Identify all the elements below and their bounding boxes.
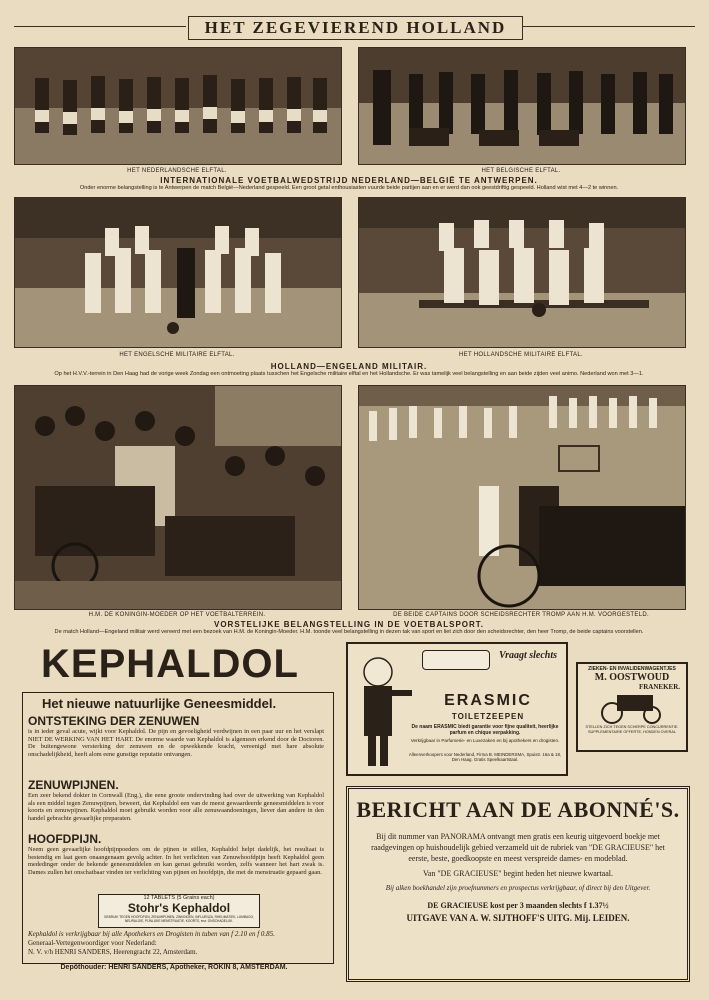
abonnes-paragraph2: Van "DE GRACIEUSE" begint heden het nieuwe kwartaal. <box>422 869 614 878</box>
crowd-photo-illustration <box>15 386 341 609</box>
body-royal-interest: De match Holland—Engeland militair werd vereerd met een bezoek van H.M. de Koningin-Moeder. H.M. toonde veel belangstelling in dezen tak van sport en liet zich door den scheidsrechter, den heer Tromp, de beide captains voorstellen. <box>54 629 644 635</box>
body-nl-belgium: Onder enorme belangstelling is te Antwerpen de match België—Nederland gespeeld. Een groot getal enthousiasten vuurde beide partijen aan en er werd dan ook geestdriftig gespeeld. Holland wist met 4—2 te winnen. <box>79 185 619 191</box>
page-title: HET ZEGEVIEREND HOLLAND <box>188 16 523 40</box>
kephaldol-agent-label: Generaal-Vertegenwoordiger voor Nederland: <box>28 939 157 947</box>
photo-english-military-team <box>14 197 342 348</box>
team-photo-illustration <box>15 198 341 347</box>
abonnes-publisher: UITGAVE VAN A. W. SIJTHOFF'S UITG. Mij. LEIDEN. <box>406 913 630 923</box>
photo-dutch-team <box>14 47 342 165</box>
caption-queen-mother: H.M. DE KONINGIN-MOEDER OP HET VOETBALTERREIN. <box>88 612 266 618</box>
caption-dutch-military-team: HET HOLLANDSCHE MILITAIRE ELFTAL. <box>459 352 583 358</box>
field-photo-illustration <box>359 386 685 609</box>
abonnes-title: BERICHT AAN DE ABONNÉ'S. <box>356 797 680 822</box>
oostwoud-ad <box>576 662 688 752</box>
abonnes-price: DE GRACIEUSE kost per 3 maanden slechts f 1.37½ <box>427 901 609 910</box>
photo-belgian-team <box>358 47 686 165</box>
kephaldol-agent: N. V. v/h HENRI SANDERS, Heerengracht 22, Amsterdam. <box>28 948 198 956</box>
masthead-rule-left <box>14 26 186 27</box>
caption-captains: DE BEIDE CAPTAINS DOOR SCHEIDSRECHTER TROMP AAN H.M. VOORGESTELD. <box>393 612 649 618</box>
photo-captains-presented <box>358 385 686 610</box>
kephaldol-tagline: Het nieuwe natuurlijke Geneesmiddel. <box>42 696 277 711</box>
headline-nl-belgium: INTERNATIONALE VOETBALWEDSTRIJD NEDERLAND—BELGIË TE ANTWERPEN. <box>160 176 538 185</box>
caption-english-military-team: HET ENGELSCHE MILITAIRE ELFTAL. <box>119 352 235 358</box>
erasmic-brand: ERASMIC <box>444 692 532 709</box>
kephaldol-ad <box>12 642 328 962</box>
headline-holland-england: HOLLAND—ENGELAND MILITAIR. <box>270 362 428 371</box>
team-photo-illustration <box>359 198 685 347</box>
team-photo-illustration <box>15 48 341 164</box>
kephaldol-heading-hoofdpijn: HOOFDPIJN. <box>28 832 102 846</box>
kephaldol-brand: KEPHALDOL <box>41 642 299 686</box>
abonnes-paragraph1: Bij dit nummer van PANORAMA ontvangt men gratis een keurig uitgevoerd boekje met raadgevingen op huishoudelijk gebied verzameld uit de rubriek van "DE GRACIEUSE" het eerste, beste, goedkoopste en meest verspreide dames- en modeblad. <box>371 832 665 863</box>
headline-royal-interest: VORSTELIJKE BELANGSTELLING IN DE VOETBALSPORT. <box>213 620 485 629</box>
kephaldol-heading-zenuwen: ONTSTEKING DER ZENUWEN <box>28 714 200 728</box>
kephaldol-depot: Depôthouder: HENRI SANDERS, Apotheker, ROKIN 8, AMSTERDAM. <box>60 964 288 971</box>
photo-dutch-military-team <box>358 197 686 348</box>
oostwoud-footer2: SUPPLEMENTAIRE OFFERTE, HONDEN OVERAL <box>587 729 677 734</box>
erasmic-line2: Verkrijgbaar in Parfumerie- en Luxezaken en bij apothekers en drogisten. <box>410 738 560 743</box>
caption-dutch-team: HET NEDERLANDSCHE ELFTAL. <box>127 168 227 174</box>
oostwoud-footer1: STELLEN ZICH TEGEN SCHERPE CONCURRENTIE. <box>585 725 679 729</box>
masthead-rule-right <box>523 26 695 27</box>
oostwoud-brand: M. OOSTWOUD <box>594 672 670 683</box>
erasmic-line1: De naam ERASMIC biedt garantie voor fijne qualiteit, heerlijke parfum en chique verpakking. <box>411 724 559 736</box>
kephaldol-heading-zenuwpijnen: ZENUWPIJNEN. <box>28 778 119 792</box>
kephaldol-text-zenuwpijnen: Een zeer bekend dokter in Cornwall (Eng.), die eene groote ondervinding had over de uitwerking van Kephaldol als een middel tegen Zenuwpijnen, beweert, dat Kephaldol een van de meest gewaardeerde geneesmiddelen is voor koorts en zenuwpijnen. Kephaldol moet gebruikt worden voor alle zenuwaandoeningen, liever dan andere in den handel gebrachte gevaarlijke preparaten. <box>28 792 324 822</box>
kephaldol-price: Kephaldol is verkrijgbaar bij alle Apothekers en Drogisten in tuben van f 2.10 en f 0.85. <box>28 930 275 938</box>
kephaldol-text-zenuwen: is in ieder geval acute, wijkt voor Kephaldol. De pijn en gevoeligheid verdwijnen in een paar uur en het verslapt NIET DE WERKING VAN HET HART. De enorme waarde van Kephaldol is algemeen erkend door de Doctoren. De buitengewone versterking der zenuwen en de opwekkende kracht, vereenigd met hare absolute onschadelijkheid, heeft alom eene gunstige reputatie ontvangen. <box>28 728 324 758</box>
team-photo-illustration <box>359 48 685 164</box>
erasmic-vraagt-slechts: Vraagt slechts <box>498 650 558 661</box>
kephaldol-package-line3: GEBRUIK TEGEN HOOFDPIJN, ZENUWPIJNEN, ZINKINGEN, INFLUENZA, RHEUMATIEK, LUMBAGO, NEURALGIE, PIJNLIJKE MENSTRUATIE, KOORTS, enz. ONSCHADELIJK. <box>104 915 254 923</box>
caption-belgian-team: HET BELGISCHE ELFTAL. <box>481 168 561 174</box>
photo-queen-mother-at-field <box>14 385 342 610</box>
kephaldol-text-hoofdpijn: Neem geen gevaarlijke hoofdpijnpoeders om de pijnen te stillen, Kephaldol helpt dadelijk, het resultaat is bestendig en laat geen onaangenaam gevolg achter. In het verlichten van Zenuwhoofdpijn heeft Kephaldol geen mededinger onder de bekende geneesmiddelen en kan gerust gebruikt worden, zelfs wanneer het hart zwak is. Dames zullen het onschatbaar vinden ter verlichting van pijnen en hoofdpijn, die met de menstruatie gepaard gaan. <box>28 846 324 876</box>
kephaldol-package-image <box>98 894 260 928</box>
kephaldol-package-line1: 12 TABLETS (5 Grains each) <box>143 895 215 901</box>
erasmic-ad <box>346 642 568 776</box>
erasmic-line3: Alleenverkoopers voor Nederland, Firma B. MEINDERSMA, Spuistr. 16a & 18, Den Haag. Gratis Speelkaartstaal. <box>408 752 562 763</box>
body-holland-england: Op het H.V.V.-terrein in Den Haag had de vorige week Zondag een ontmoeting plaats tusschen het Engelsche militaire elftal en het Hollandsche. Er was tamelijk veel belangstelling en aan beide zijden veel animo. Nederland won met 3—1. <box>54 371 644 377</box>
bellboy-illustration <box>354 650 414 768</box>
kephaldol-package-line2: Stohr's Kephaldol <box>127 901 231 915</box>
erasmic-sub: TOILETZEEPEN <box>451 712 525 721</box>
erasmic-soap-tray <box>422 650 490 670</box>
oostwoud-city: FRANEKER. <box>638 683 680 691</box>
abonnes-paragraph3: Bij alken boekhandel zijn proefnummers en prospectus verkrijgbaar, of direct bij den Uitgever. <box>385 884 651 892</box>
invalid-carriage-illustration <box>592 691 672 725</box>
abonnes-notice <box>346 786 690 982</box>
oostwoud-line1: ZIEKEN- EN INVALIDENWAGENTJES <box>588 666 676 672</box>
